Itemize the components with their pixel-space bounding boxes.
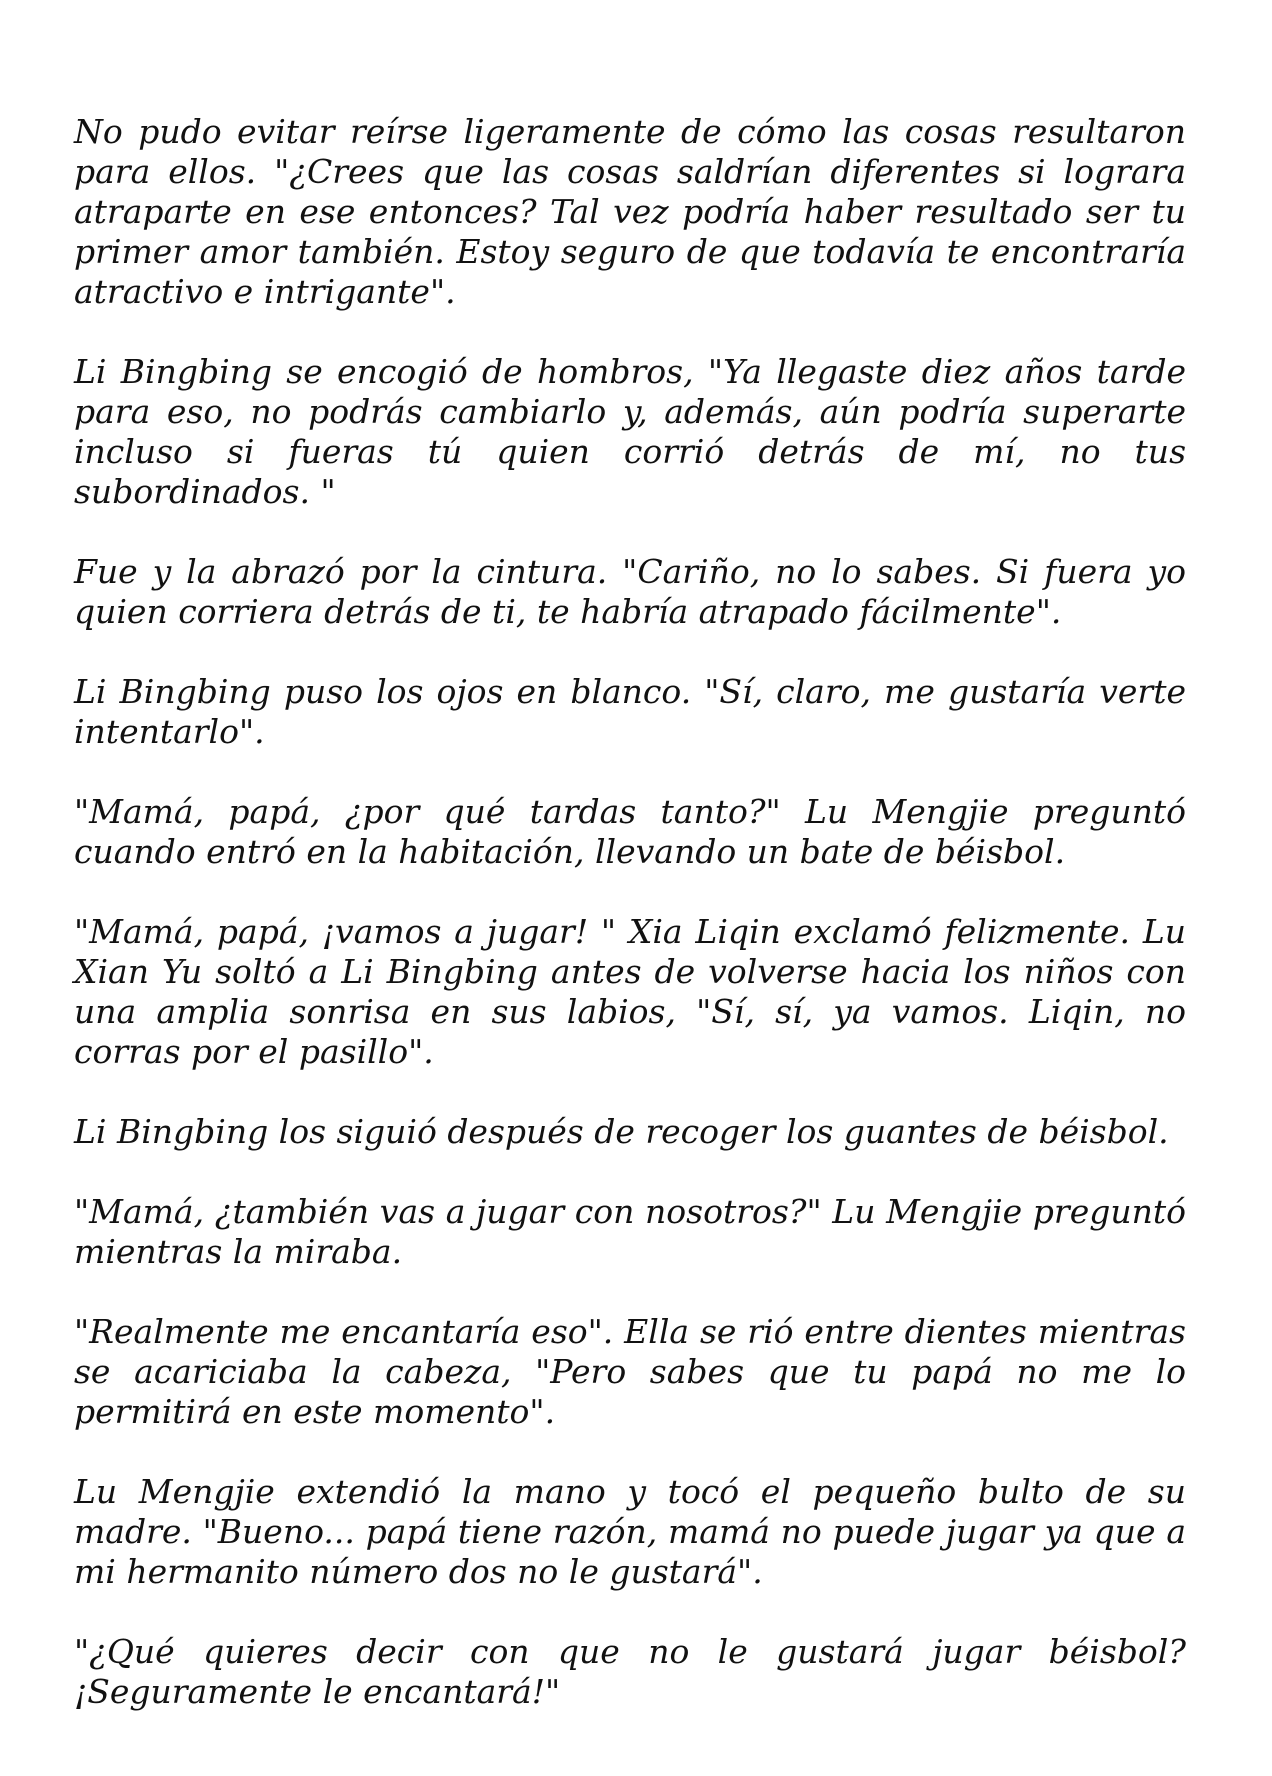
- paragraph: No pudo evitar reírse ligeramente de cómo las cosas resultaron para ellos. "¿Crees que las cosas saldrían diferentes si lograra atraparte en ese entonces? Tal vez podría haber resultado ser tu primer amor también. Estoy seguro de que todavía te encontraría atractivo e intrigante".: [74, 112, 1186, 311]
- paragraph: "Realmente me encantaría eso". Ella se rió entre dientes mientras se acariciaba la cabeza, "Pero sabes que tu papá no me lo permitirá en este momento".: [74, 1312, 1186, 1431]
- paragraph: Li Bingbing puso los ojos en blanco. "Sí, claro, me gustaría verte intentarlo".: [74, 672, 1186, 751]
- paragraph: "Mamá, papá, ¿por qué tardas tanto?" Lu Mengjie preguntó cuando entró en la habitación, llevando un bate de béisbol.: [74, 792, 1186, 871]
- paragraph: "Mamá, ¿también vas a jugar con nosotros?" Lu Mengjie preguntó mientras la miraba.: [74, 1192, 1186, 1271]
- paragraph: Lu Mengjie extendió la mano y tocó el pequeño bulto de su madre. "Bueno... papá tiene razón, mamá no puede jugar ya que a mi hermanito número dos no le gustará".: [74, 1472, 1186, 1591]
- paragraph: "¿Qué quieres decir con que no le gustará jugar béisbol? ¡Seguramente le encantará!": [74, 1632, 1186, 1711]
- paragraph: "Mamá, papá, ¡vamos a jugar! " Xia Liqin exclamó felizmente. Lu Xian Yu soltó a Li Bingbing antes de volverse hacia los niños con una amplia sonrisa en sus labios, "Sí, sí, ya vamos. Liqin, no corras por el pasillo".: [74, 912, 1186, 1071]
- paragraph: Li Bingbing los siguió después de recoger los guantes de béisbol.: [74, 1112, 1169, 1151]
- document-page: [74, 112, 1186, 1712]
- paragraph: Fue y la abrazó por la cintura. "Cariño, no lo sabes. Si fuera yo quien corriera detrás de ti, te habría atrapado fácilmente".: [74, 552, 1186, 631]
- paragraph: Li Bingbing se encogió de hombros, "Ya llegaste diez años tarde para eso, no podrás cambiarlo y, además, aún podría superarte incluso si fueras tú quien corrió detrás de mí, no tus subordinados. ": [74, 352, 1186, 511]
